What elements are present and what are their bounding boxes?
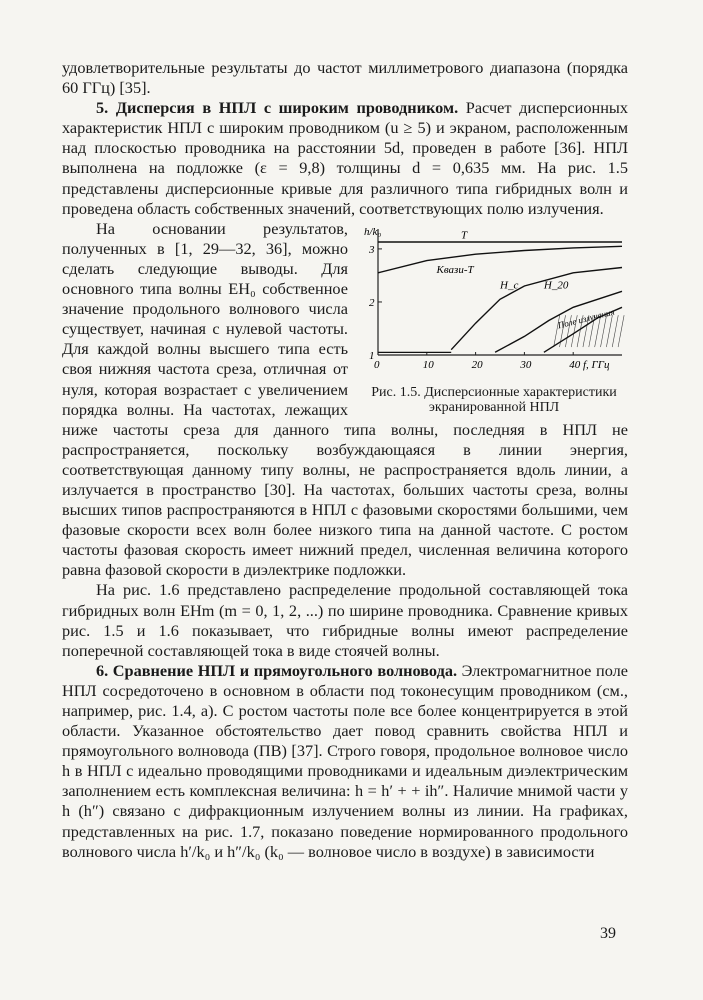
- chart-curves: [378, 242, 622, 352]
- page-body: [62, 58, 628, 862]
- x-tick-label: 40: [569, 358, 581, 371]
- x-tick-label: 10: [422, 358, 434, 371]
- section-5-heading: 5. Дисперсия в НПЛ с широким проводником.: [96, 98, 459, 118]
- paragraph-current: На рис. 1.6 представлено распределение продольной составляющей тока гибридных волн EHm (m = 0, 1, 2, ...) по ширине проводника. Сравнение кривых рис. 1.5 и 1.6 показывает, что гибридные волны имеют распределение поперечной составляющей тока в виде стоячей волны.: [62, 580, 628, 660]
- label-T: T: [460, 229, 468, 242]
- y-axis-label: h/k₀: [364, 225, 382, 238]
- section-6: [62, 661, 628, 862]
- y-tick-label: 3: [369, 243, 375, 256]
- section-5-text: Расчет дисперсионных характеристик НПЛ с широким проводником (u ≥ 5) и экраном, расположенным над плоскостью проводника на расстоянии 5d, проведен в работе [36]. НПЛ выполнена на подложке (ε = 9,8) толщины d = 0,635 мм. На рис. 1.5 представлены дисперсионные кривые для различного типа гибридных волн и проведена область собственных значений, соответствующих полю излучения.: [62, 98, 628, 218]
- hatch-line: [606, 315, 612, 347]
- figure-caption: Рис. 1.5. Дисперсионные характеристики экранированной НПЛ: [371, 384, 617, 415]
- label-H20: H_20: [543, 279, 569, 292]
- hatch-line: [612, 315, 618, 347]
- section-6-heading: 6. Сравнение НПЛ и прямоугольного волновода.: [96, 660, 458, 680]
- label-quasi-T: Квази-T: [436, 263, 474, 276]
- hatch-line: [601, 315, 607, 347]
- paragraph-conclusions: На основании результатов, полученных в [1, 29—32, 36], можно сделать следующие выводы. Для основного типа волны EH₀ собственное значение продольного волнового числа существует, начиная с нулевой частоты. Для каждой волны высшего типа есть своя нижняя частота среза, отличная от нуля, которая возрастает с увеличением порядка волны. На частотах, лежащих ниже частоты среза для данного типа волны, последняя в НПЛ не распространяется, поскольку возбуждающаяся в линии энергия, соответствующая данному типу волны, не распространяется вдоль линии, а излучается в пространство [30]. На частотах, больших частоты среза, волны высших типов распространяются в НПЛ с фазовыми скоростями большими, чем фазовые скорости всех волн более низкого типа на данной частоте. С ростом частоты фазовая скорость имеет нижний предел, численная величина которого равна фазовой скорости в диэлектрике подложки.: [62, 218, 628, 580]
- x-tick-label: 0: [374, 358, 380, 371]
- label-Hc: H_c: [500, 279, 519, 292]
- curve-1: [378, 246, 622, 272]
- dispersion-chart: [360, 223, 628, 383]
- x-tick-label: 20: [471, 358, 483, 371]
- x-tick-label: 30: [520, 358, 532, 371]
- page-number: 39: [600, 925, 616, 942]
- y-tick-label: 1: [369, 349, 375, 362]
- region-label: Поле излучения: [556, 306, 616, 331]
- figure-1-5: [360, 223, 628, 415]
- paragraph-continuation: удовлетворительные результаты до частот миллиметрового диапазона (порядка 60 ГГц) [35].: [62, 58, 628, 98]
- hatch-line: [618, 315, 624, 347]
- section-5: [62, 98, 628, 219]
- y-tick-label: 2: [369, 296, 375, 309]
- chart-labels: [436, 229, 569, 291]
- x-axis-unit: f, ГГц: [582, 358, 610, 371]
- section-6-text: Электромагнитное поле НПЛ сосредоточено в основном в области под токонесущим проводником (см., например, рис. 1.4, a). С ростом частоты поле все более концентрируется в этой области. Указанное обстоятельство дает повод сравнить свойства НПЛ и прямоугольного волновода (ПВ) [37]. Строго говоря, продольное волновое число h в НПЛ с идеально проводящими проводниками и идеальным диэлектрическим заполнением есть комплексная величина: h = h′ + + ih″. Наличие мнимой части у h (h″) связано с дифракционным излучением волны из линии. На графиках, представленных на рис. 1.7, показано поведение нормированного продольного волнового числа h′/k₀ и h″/k₀ (k₀ — волновое число в воздухе) в зависимости: [62, 660, 628, 861]
